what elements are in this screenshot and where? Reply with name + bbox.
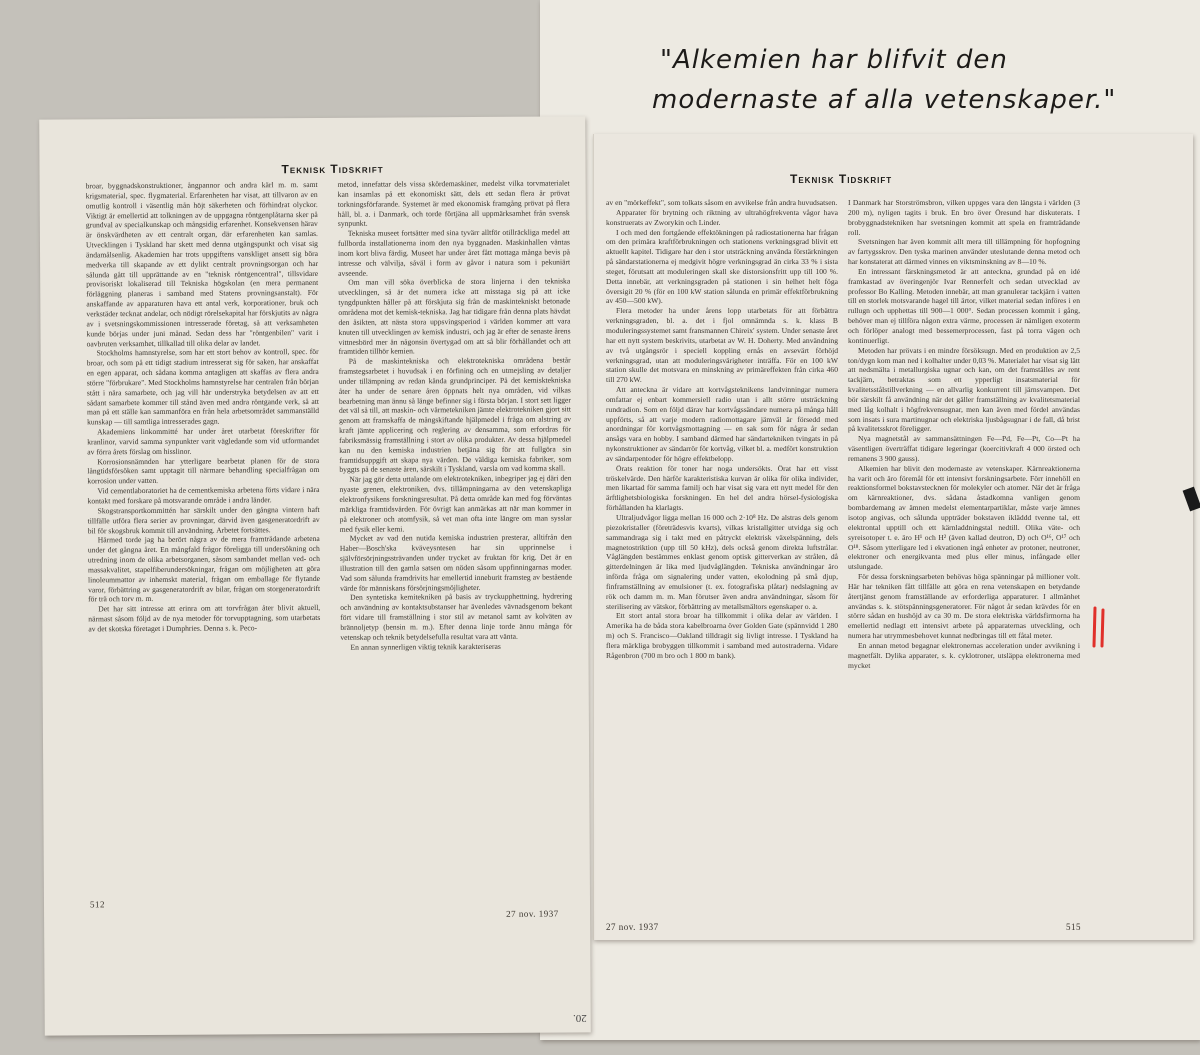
paragraph: Örats reaktion för toner har noga undersökts. Örat har ett visst tröskelvärde. Den härför karakteristiska kurvan är olika för olika individer, men likartad för samma familj och har visat sig vara ett nytt medel för den ärftlighetsbiologiska forskningen. En hel del andra hörsel-fysiologiska förhållanden ha klarlagts.: [606, 463, 838, 513]
paragraph: metod, innefattar dels vissa skördemaskiner, medelst vilka torvmaterialet kan insamlas på ett ekonomiskt sätt, dels ett sedan flera år prövat torkningsförfarande. Systemet är med ekonomisk framgång prövat på flera håll, bl. a. i Danmark, och torde förtjäna all uppmärksamhet från svensk synpunkt.: [337, 178, 570, 229]
paragraph: För dessa forskningsarbeten behövas höga spänningar på millioner volt. Här har tekniken fått tillfälle att göra en rena vetenskapen en betydande återtjänst genom framställande av erforderliga apparaturer. I allmänhet användas s. k. stötspänningsgeneratorer. För något år sedan krävdes för en större sådan en hushöjd av ca 30 m. De stora elektriska världsfirmorna ha emellertid nedlagt ett intensivt arbete på apparaternas utveckling, och numera har utrymmesbehovet kunnat nedbringas till ett fåtal meter.: [848, 572, 1080, 641]
paragraph: Nya magnetstål av sammansättningen Fe—Pd, Fe—Pt, Co—Pt ha väsentligen överträffat tidigare legeringar (koercitivkraft 4 000 örsted och remanens 3 900 gauss).: [848, 434, 1080, 463]
right-page-number: 515: [1066, 922, 1081, 932]
left-page: [39, 116, 591, 1035]
paragraph: Alkemien har blivit den modernaste av vetenskaper. Kärnreaktionerna ha varit och äro föremål för ett intensivt forskningsarbete. Förr innehöll en reaktionsformel bokstavstecknen för molekyler och atomer. När det är fråga om kärnreaktioner, dvs. sådana åstadkomna vanligen genom bombardemang av ämnen medelst elementarpartiklar, måste varje ämnes isotop angivas, och sålunda uppträder bokstaven ikläddd tvenne tal, ett elektrontal upptill och ett kärnladdningstal nedtill. Olika väte- och syreisotoper t. e. äro H¹ och H² (även kallad deutron, D) och O¹⁶, O¹⁷ och O¹⁸. Såsom ytterligare led i ekvationen ingå enheter av protoner, neutroner, elektroner och energikvanta med plus eller minus, infångade eller utslungade.: [848, 463, 1080, 572]
paragraph: Om man vill söka överblicka de stora linjerna i den tekniska utvecklingen, så är det numera icke att misstaga sig på att icke tyngdpunkten håller på att förskjuta sig från de maskintekniskt betonade områdena mot det kemisk-tekniska. Jag har tidigare från denna plats hävdat den åsikten, att nästa stora uppsvingsperiod i världen kommer att vara knuten till utvecklingen av kemisk industri, och jag är efter de senaste årens vittnesbörd mer än någonsin övertygad om att så blir förhållandet och att framtiden tillhör kemien.: [338, 276, 571, 357]
paragraph: I och med den fortgående effektökningen på radiostationerna har frågan om den primära kraftförbrukningen och stationens verkningsgrad blivit ett aktuellt kapitel. Tidigare har den i stor utsträckning använda förstärkningen på sändarstationerna ej medgivit högre verkningsgrad än cirka 33 % i sista steget, förutsatt att moduleringen skall ske distorsionsfritt upp till 100 %. Detta innebär, att verkningsgraden på stationen i sin helhet helt föga översigit 20 % (för en 100 kW station sålunda en primär effektförbrukning av 450—500 kW).: [606, 227, 838, 306]
handwritten-line-2: modernaste af alla vetenskaper.": [652, 85, 1117, 115]
right-page-column-1: [606, 198, 838, 908]
paragraph: Stockholms hamnstyrelse, som har ett stort behov av kontroll, spec. för broar, och som på ett tidigt stadium intresserat sig för saken, har anskaffat en egen apparat, och sådana komma antagligen att skaffas av flera andra större "förbrukare". Med Stockholms hamnstyrelse har centralen från början stått i nära samarbete, och jag vill här understryka betydelsen av att ett sådant samarbete kommer till stånd även med andra röntgande verk, så att man på ett ställe kan sammanföra en från hela arbetsområdet sammanställd kunskap — till samtliga intresserades gagn.: [86, 347, 320, 427]
paragraph: Skogstransportkommittén har särskilt under den gångna vintern haft tillfälle utföra flera serier av provningar, därvid även gasgeneratordrift av bil för skogsbruk kommit till användning. Arbetet fortsättes.: [87, 504, 320, 535]
left-page-date: 27 nov. 1937: [506, 908, 559, 919]
red-margin-mark: [1090, 606, 1110, 648]
paragraph: Tekniska museet fortsätter med sina tyvärr alltför otillräckliga medel att fullborda installationerna inom den nya byggnaden. Maskinhallen väntas inom kort bliva färdig. Museet har under året fått mottaga många bevis på intresse och välvilja, såväl i form av gåvor i natura som i pekuniärt avseende.: [337, 227, 571, 278]
right-page-column-2: [848, 198, 1080, 908]
paragraph: Metoden har prövats i en mindre försöksugn. Med en produktion av 2,5 ton/dygn kom man ned i kolhalter under 0,03 %. Materialet har visat sig lätt att nedsmälta i metallurgiska ugnar och kan, om det framställes av rent tackjärn, betraktas som ett ypperligt insatsmaterial för kvalitetsstålstillverkning — en allvarlig konkurrent till järnsvampen. Det bör särskilt få användning när det gäller framställning av kvalitetsmaterial med låg kolhalt i högfrekvensugnar, men kan även med fördel användas som insats i sura martinugnar och elektriska ljusbågsugnar i de fall, då brist på kvalitetsskrot föreligger.: [848, 345, 1080, 434]
paragraph: av en "mörkeffekt", som tolkats såsom en avvikelse från andra huvudsatsen.: [606, 198, 838, 207]
paragraph: En intressant färskningsmetod är att anteckna, grundad på en idé framkastad av överingenjör Ivar Rennerfelt och sedan utvecklad av professor Bo Kalling. Metoden innebär, att man granulerar tackjärn i vatten till en storlek motsvarande hagel till ärtor, vilket material sedan införes i en rullugn och upphettas till 900—1 000°. Sedan processen kommit i gång, behöver man ej tillföra någon extra värme, processen är nämligen exoterm och förlöper analogt med bessemerprocessen, fast på torra vägen och kontinuerligt.: [848, 266, 1080, 345]
paragraph: En annan metod begagnar elektronernas acceleration under avvikning i magnetfält. Dylika apparater, s. k. cyklotroner, utsläppa elektronerna med mycket: [848, 640, 1080, 670]
show-through-page-number: 20.: [573, 1012, 587, 1024]
paragraph: Akademiens linkommitté har under året utarbetat föreskrifter för kranlinor, varvid samma synpunkter varit vägledande som vid utformandet av förra årets förslag om hisslinor.: [87, 426, 320, 457]
paragraph: När jag gör detta uttalande om elektrotekniken, inbegriper jag ej däri den nyaste grenen, elektroniken, dvs. tillämpningarna av den vetenskapliga elektronfysikens forskningsresultat. På detta område kan med fog förväntas märkliga framtidsvärden. För övrigt kan anmärkas att när man kommer in på elektroner och atomfysik, så vet man ofta inte längre om man sysslar med fysik eller kemi.: [339, 473, 572, 534]
paragraph: Flera metoder ha under årens lopp utarbetats för att förbättra verkningsgraden, bl. a. det i fjol omnämnda s. k. klass B moduleringssystemet samt fransmannen Chireix' system. Under senaste året har ett nytt system beskrivits, utarbetat av W. H. Doherty. Med användning av två utgångsrör i speciell koppling ernås en avsevärt förhöjd verkningsgrad, utan att moduleringsvärigheter inträffa. För en 100 kW station skulle det motsvara en minskning av primäreffekten från cirka 460 till 270 kW.: [606, 306, 838, 385]
paragraph: Apparater för brytning och riktning av ultrahögfrekventa vågor hava konstruerats av Zworykin och Linder.: [606, 207, 838, 227]
paragraph: På de maskintekniska och elektrotekniska områdena består framstegsarbetet i huvudsak i en förfining och en utmejsling av detaljer under tillämpning av redan kända grundprinciper. På det kemisktekniska åter ha under de senare åren öppnats helt nya områden, vid vilkas bearbetning man ännu så länge befinner sig i första början. I stort sett ligger det väl så till, att maskin- och värmetekniken jämte elektrotekniken gjort sitt genom att framskaffa de mångskiftande hjälpmedel i fråga om alstring av kraft jämte applicering och reglering av densamma, som erfordras för fabriksmässig framställning i stort av olika produkter. Av dessa hjälpmedel kan nu den kemiska industrien betjäna sig för att fullgöra sin framtidsuppgift att skapa nya värden. De väldiga kemiska fabriker, som byggts på de senaste åren, särskilt i Tyskland, varsla om vad komma skall.: [338, 355, 572, 475]
paragraph: I Danmark har Storströmsbron, vilken uppges vara den längsta i världen (3 200 m), nyligen tagits i bruk. En bro över Öresund har diskuterats. I brobyggnadstekniken har svetsningen kommit att spela en framträdande roll.: [848, 198, 1080, 237]
handwritten-line-1: "Alkemien har blifvit den: [660, 45, 1008, 75]
paragraph: Härmed torde jag ha berört några av de mera framträdande arbetena under det gångna året. En mångfald frågor föreligga till undersökning och utredning inom de olika arbetsorganen, såsom sambandet mellan ved- och massakvalitet, stapelfiberundersökningar, frågan om möjligheten att göra linoleummattor av inhemskt material, frågan om emballage för flytande varor, förbättring av gasgeneratordrift av bilar, frågan om storgeneratordrift för trä och torv m. m.: [87, 534, 321, 604]
paragraph: broar, byggnadskonstruktioner, ångpannor och andra kärl m. m. samt krigsmaterial, spec. flygmaterial. Erfarenheten har visat, att tillvaron av en omutlig kontroll i väsentlig mån höjt säkerheten och förhindrat olyckor. Viktigt är emellertid att tolkningen av de uppgagna röntgenplåtarna sker på grundval av specialkunskap och mångsidig erfarenhet. Konsekvensen härav är önskvärdheten av ett centralt organ, där erfarenheten kan samlas. Utvecklingen i Tyskland har skett med denna utgångspunkt och visat sig ändamålsenlig. Akademien har trots uppgiftens vanskliget ansett sig böra medverka till skapande av ett dylikt centralt provningsorgan och har sålunda gått till upprättande av en "teknisk röntgencentral", tillsvidare provisoriskt lokaliserad till Tekniska högskolan (en mera permanent förläggning planeras i samband med Statens provningsanstalt). För anskaffande av apparaturen hava ett antal verk, korporationer, bruk och verkstäder tecknat andelar, och nödigt rörelsekapital har förskjutits av några av i svetsningskommissionen intresserade företag, så att verksamheten kunde börjas under juni månad. Sedan dess har "röntgenbilen" varit i oavbruten verksamhet, tillkallad till olika delar av landet.: [85, 179, 319, 348]
handwritten-note: [652, 40, 1182, 120]
paragraph: Ultraljudvågor ligga mellan 16 000 och 2·10⁸ Hz. De alstras dels genom piezokristaller (företrädesvis kvarts), vilkas kristallgitter utvidga sig och sammandraga sig i takt med en påtryckt elektrisk växelspänning, dels magnetostriktion (upp till 50 kHz), dels också genom direkta luftstrålar. Våglängden bestämmes enklast genom optisk gitterverkan av strålen, då gitterdelningen är lika med ljudvåglängden. Tekniska användningar äro införda fråga om signalering under vatten, ekolodning på små djup, finframställning av emulsioner (t. ex. fotografiska plåtar) nedslagning av rök och damm m. m. Man förutser även andra användningar, såsom för sterilisering av vätskor, förbättring av metallsmältors egenskaper o. a.: [606, 513, 838, 611]
paragraph: Ett stort antal stora broar ha tillkommit i olika delar av världen. I Amerika ha de båda stora kabelbroarna över Golden Gate (spännvidd 1 280 m) och S. Francisco—Oakland tilldragit sig livligt intresse. I Tyskland ha flera märkliga brobyggen tillkommit i samband med autostraderna. Vidare Rågenbron (700 m bro och 1 800 m bank).: [606, 611, 838, 660]
paragraph: Korrosionsnämnden har ytterligare bearbetat planen för de stora långtidsförsöken samt upptagit till närmare behandling specialfrågan om korrosion under vatten.: [87, 455, 320, 486]
paragraph: Den syntetiska kemitekniken på basis av tryckupphettning, hydrering och användning av kontaktsubstanser har ävenledes vävnadsgenom bekant fört vidare till framställning i stor stil av metanol samt av kolväten av brännoljetyp (bensin m. m.). Efter denna linje torde ännu många för vetenskap och teknik betydelsefulla resultat vara att vänta.: [340, 591, 573, 642]
paragraph: Svetsningen har även kommit allt mera till tillämpning för hopfogning av fartygsskrov. Den tyska marinen använder uteslutande denna metod och har konstaterat att därmed vinnes en viktsminskning av 8—10 %.: [848, 237, 1080, 267]
left-page-column-2: [338, 178, 574, 891]
paragraph: En annan synnerligen viktig teknik karakteriseras: [350, 641, 501, 652]
left-page-column-1: [86, 180, 322, 903]
right-page-header: Teknisk Tidskrift: [790, 172, 893, 186]
paragraph: Mycket av vad den nutida kemiska industrien presterar, alltifrån den Haber—Bosch'ska kväveysntesen har sin upprinnelse i självförsörjningssträvanden under trycket av fruktan för krig. Det är en illustration till den gamla satsen om nöden såsom uppfinningarnas moder. Vad som sålunda framdrivits har emellertid inneburit framsteg av bestående värde för människans försörjningsmöjligheter.: [339, 532, 573, 593]
left-page-header: Teknisk Tidskrift: [281, 161, 384, 177]
paragraph: Det har sitt intresse att erinra om att torvfrågan åter blivit aktuell, närmast såsom följd av de nya metoder för torvupptagning, som utarbetats av det skotska företaget i Dumphries. Denna s. k. Peco-: [88, 603, 321, 634]
left-page-number: 512: [89, 899, 106, 910]
paragraph: Att anteckna är vidare att kortvågsteknikens landvinningar numera omfattar ej enbart kommersiell radio utan i allt större utsträckning rundradion. Som en följd därav har kortvågssändare numera på många håll uppförts, så att varje modern radiomottagare jämväl är försedd med anordningar för kortvågsmottagning — en sak som för några år sedan ansågs vara en hobby. I samband därmed har sändartekniken tvingats in på nykonstruktioner av sändarrör för kortvåg, vilket bl. a. medfört konstruktion av sändarpentoder för högre effektbelopp.: [606, 385, 838, 463]
paragraph: Vid cementlaboratoriet ha de cementkemiska arbetena förts vidare i nära kontakt med forskare på motsvarande område i andra länder.: [87, 485, 320, 506]
right-page-date: 27 nov. 1937: [606, 922, 659, 932]
